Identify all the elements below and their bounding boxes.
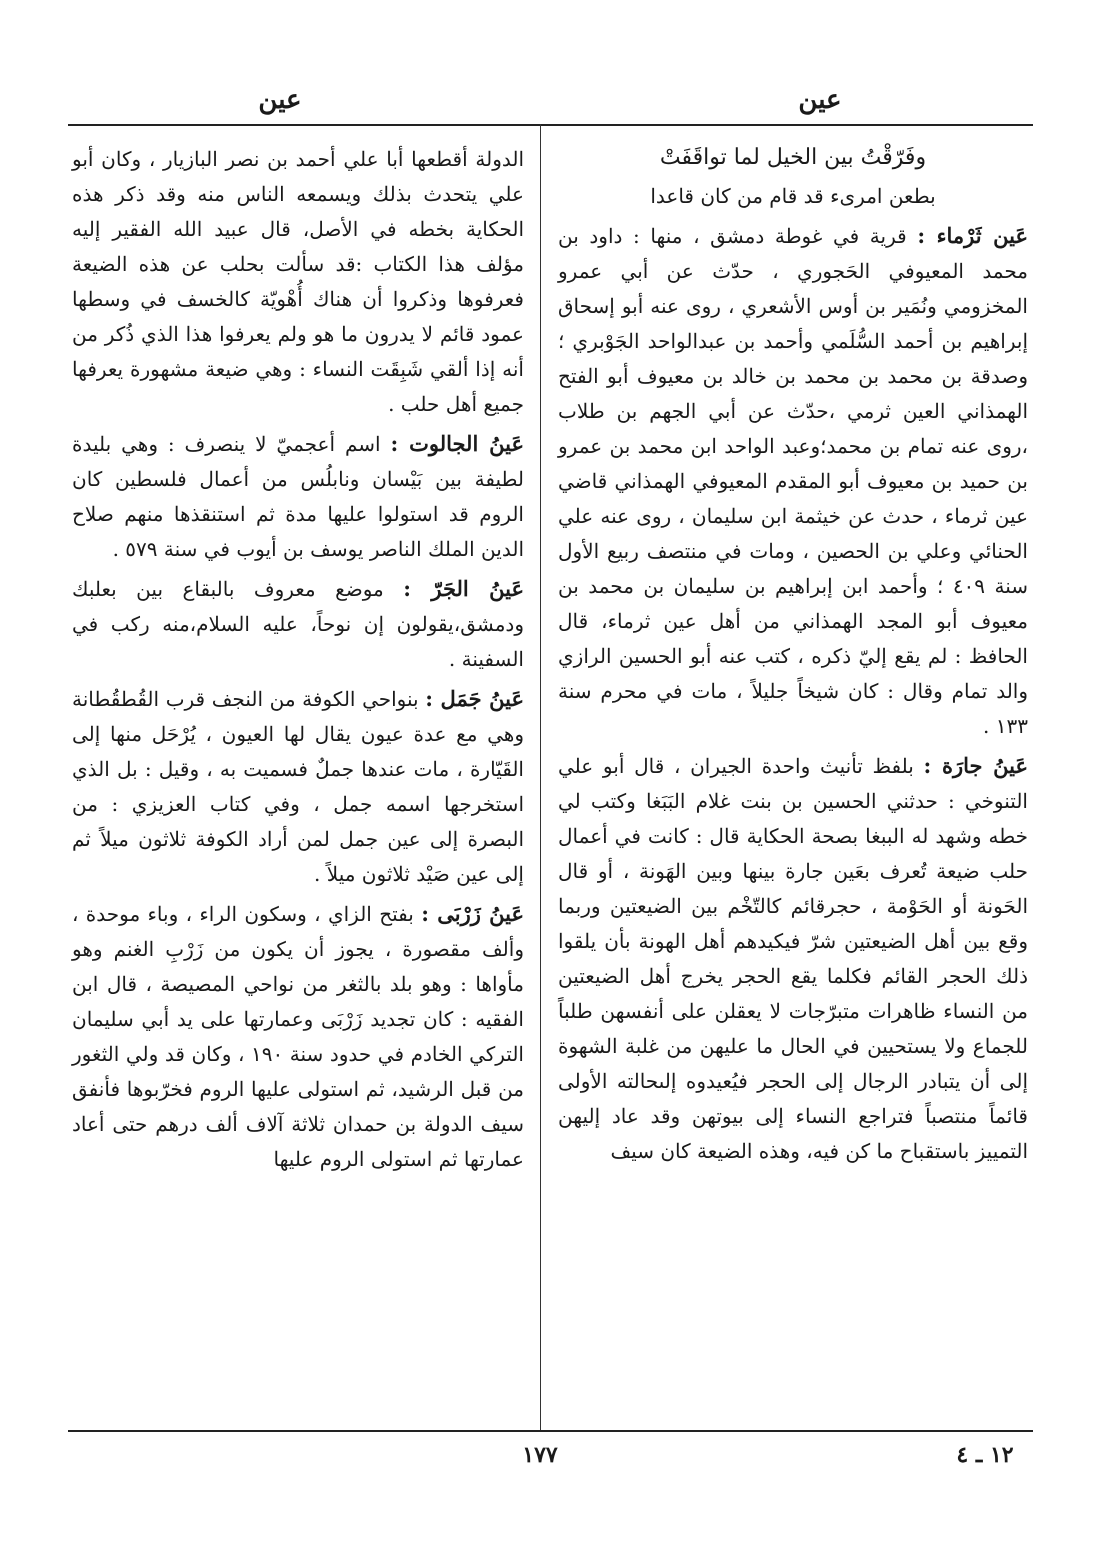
entry-body: بفتح الزاي ، وسكون الراء ، وباء موحدة ، وألف مقصورة ، يجوز أن يكون من زَرْبِ الغنم وهو مأواها : وهو بلد بالثغر من نواحي المصيصة ، قال ابن الفقيه : كان تجديد زَرْبَى وعمارتها على يد أبي سليمان التركي الخادم في حدود سنة ١٩٠ ، وكان قد ولي الثغور من قبل الرشيد، ثم استولى عليها الروم فخرّبوها فأنفق سيف الدولة بن حمدان ثلاثة آلاف ألف درهم حتى أعاد عمارتها ثم استولى الروم عليها: [72, 902, 524, 1171]
page-number: ١٧٧: [522, 1442, 558, 1468]
entry-body: اسم أعجميّ لا ينصرف : وهي بليدة لطيفة بين بَيْسان ونابلُس من أعمال فلسطين كان الروم قد استولوا عليها مدة ثم استنقذها منهم صلاح الدين الملك الناصر يوسف بن أيوب في سنة ٥٧٩ .: [72, 432, 524, 561]
running-header-right: عين: [798, 85, 842, 115]
entry-headword: عَينُ الجَرّ :: [403, 576, 524, 601]
header-rule: [68, 124, 1033, 126]
right-column: [558, 140, 1028, 1173]
entry-body: بلفظ تأنيث واحدة الجيران ، قال أبو علي التنوخي : حدثني الحسين بن بنت غلام البَبَغا وكتب لي خطه وشهد له الببغا بصحة الحكاية قال : كانت في أعمال حلب ضيعة تُعرف بعَين جارة بينها وبين الهَونة ، أو قال الحَونة أو الحَوْمة ، حجرقائم كالتّخْم بين الضيعتين وربما وقع بين أهل الضيعتين شرّ فيكيدهم أهل الهونة بأن يلقوا ذلك الحجر القائم فكلما يقع الحجر يخرج أهل الضيعتين من النساء ظاهرات متبرّجات لا يعقلن على أنفسهن طلباً للجماع ولا يستحيين في الحال ما عليهن من غلبة الشهوة إلى أن يتبادر الرجال إلى الحجر فيُعيدوه إلىحالته الأولى قائماً منتصباً فتراجع النساء إلى بيوتهن وقد عاد إليهن التمييز باستقباح ما كن فيه، وهذه الضيعة كان سيف: [558, 754, 1028, 1163]
entry-body: قرية في غوطة دمشق ، منها : داود بن محمد المعيوفي الحَجوري ، حدّث عن أبي عمرو المخزومي ونُمَير بن أوس الأشعري ، روى عنه أبو إسحاق إبراهيم بن أحمد السُّلَمي وأحمد بن عبدالواحد الجَوْبري ؛ وصدقة بن محمد بن محمد بن خالد بن معيوف أبو الفتح الهمذاني العين ثرمي ،حدّث عن أبي الجهم بن طلاب ،روى عنه تمام بن محمد؛وعبد الواحد ابن محمد بن عمرو بن حميد بن معيوف أبو المقدم المعيوفي الهمذاني قاضي عين ثرماء ، حدث عن خيثمة ابن سليمان ، روى عنه علي الحنائي وعلي بن الحصين ، ومات في منتصف ربيع الأول سنة ٤٠٩ ؛ وأحمد ابن إبراهيم بن سليمان بن محمد بن معيوف أبو المجد الهمذاني من أهل عين ثرماء، قال الحافظ : لم يقع إليّ ذكره ، كتب عنه أبو الحسين الرازي والد تمام وقال : كان شيخاً جليلاً ، مات في محرم سنة ١٣٣ .: [558, 224, 1029, 738]
verse-line-1: وفَرّقْتُ بين الخيل لما تواقَفَتْ: [659, 145, 927, 170]
signature-mark: ١٢ ـ ٤: [956, 1442, 1014, 1468]
entry-body: بنواحي الكوفة من النجف قرب القُطقُطانة وهي مع عدة عيون يقال لها العيون ، يُرْحَل منها إلى القَيّارة ، مات عندها جملٌ فسميت به ، وقيل : بل الذي استخرجها اسمه جمل ، وفي كتاب العزيزي : من البصرة إلى عين جمل لمن أراد الكوفة ثلاثون ميلاً ثم إلى عين صَيْد ثلاثون ميلاً .: [72, 687, 524, 886]
entry-headword: عَين ثَرْماء :: [917, 223, 1029, 248]
entry-body: الدولة أقطعها أبا علي أحمد بن نصر البازيار ، وكان أبو علي يتحدث بذلك ويسمعه الناس منه وقد ذكر هذه الحكاية بخطه في الأصل، قال عبيد الله الفقير إليه مؤلف هذا الكتاب :قد سألت بحلب عن هذه الضيعة فعرفوها وذكروا أن هناك أُهْويّة كالخسف في وسطها عمود قائم لا يدرون ما هو ولم يعرفوا هذا الذي ذُكر من أنه إذا ألقي شَبِقَت النساء : وهي ضيعة مشهورة يعرفها جميع أهل حلب .: [72, 147, 524, 416]
entry-ayn-jalut: [72, 426, 524, 567]
entry-ayn-jamal: [72, 681, 524, 892]
entry-ayn-zarba: [72, 896, 524, 1177]
entry-ayn-jara: [558, 748, 1028, 1169]
footer-rule: [68, 1430, 1033, 1432]
entry-ayn-tharma: [558, 218, 1028, 744]
entry-continuation: [72, 142, 524, 422]
column-divider: [540, 124, 541, 1430]
left-column: [72, 142, 524, 1181]
entry-headword: عَينُ الجالوت :: [390, 431, 524, 456]
entry-ayn-jarr: [72, 571, 524, 677]
entry-body: موضع معروف بالبقاع بين بعلبك ودمشق،يقولون إن نوحاً، عليه السلام،منه ركب في السفينة .: [72, 577, 524, 671]
entry-headword: عَينُ زَرْبَى :: [421, 901, 525, 926]
entry-headword: عَينُ جَمَل :: [425, 686, 524, 711]
entry-headword: عَينُ جارَة :: [923, 753, 1028, 778]
verse-line-2: بطعن امرىء قد قام من كان قاعدا: [650, 184, 936, 208]
running-header-left: عين: [258, 85, 302, 115]
